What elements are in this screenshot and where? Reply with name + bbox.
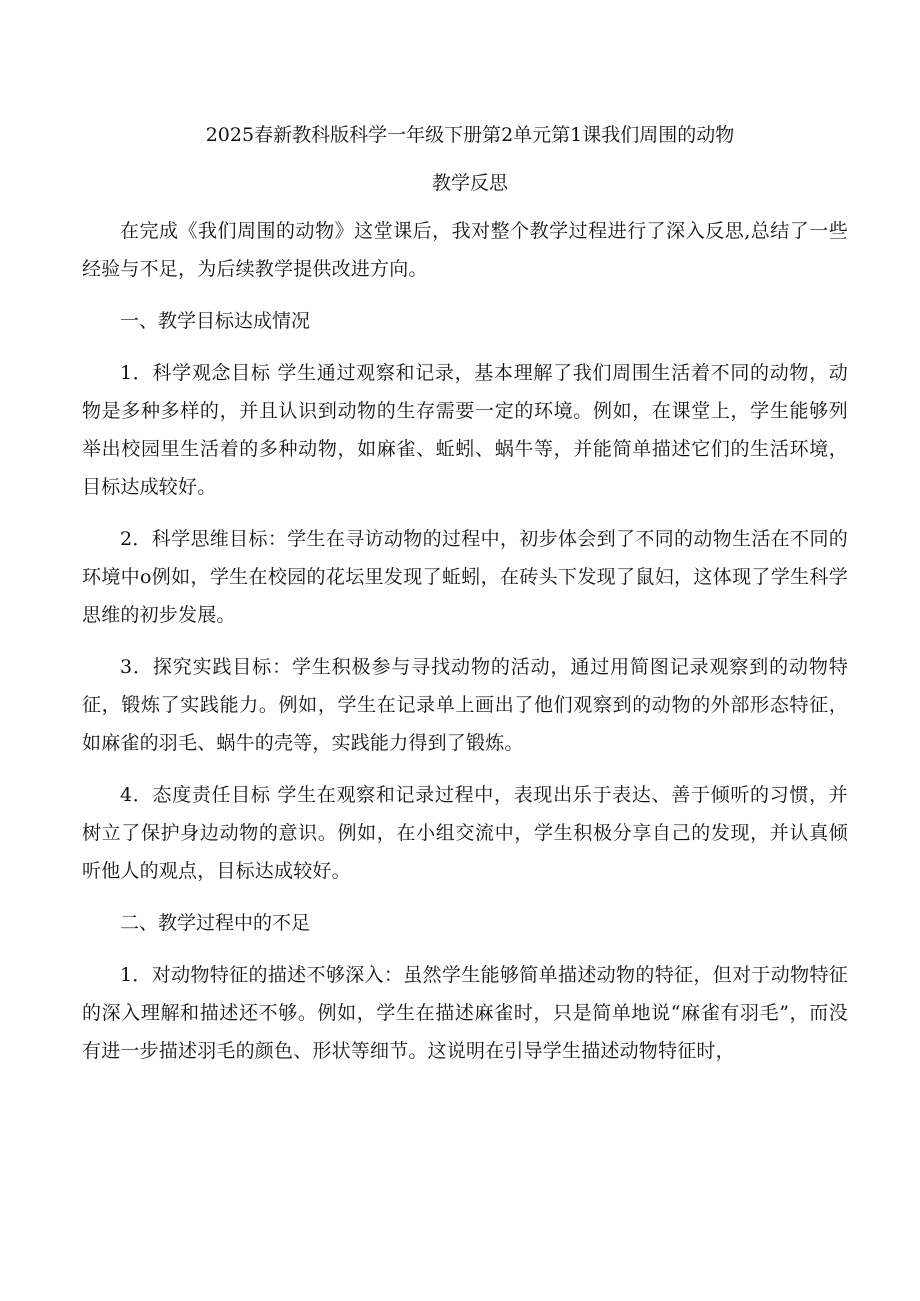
section-heading-goals: 一、教学目标达成情况 xyxy=(120,310,311,332)
goal-paragraph-3: 3．探究实践目标：学生积极参与寻找动物的活动，通过用简图记录观察到的动物特征，锻炼了实践能力。例如，学生在记录单上画出了他们观察到的动物的外部形态特征，如麻雀的羽毛、蜗牛的壳等，实践能力得到了锻炼。 xyxy=(82,656,848,754)
document-title: 2025春新教科版科学一年级下册第2单元第1课我们周围的动物 xyxy=(205,124,735,146)
goal-paragraph-1: 1．科学观念目标 学生通过观察和记录，基本理解了我们周围生活着不同的动物，动物是多种多样的，并且认识到动物的生存需要一定的环境。例如，在课堂上，学生能够列举出校园里生活着的多种动物，如麻雀、蚯蚓、蜗牛等，并能简单描述它们的生活环境，目标达成较好。 xyxy=(82,362,848,498)
document-page xyxy=(82,120,848,1084)
goal-paragraph-2: 2．科学思维目标：学生在寻访动物的过程中，初步体会到了不同的动物生活在不同的环境中o例如，学生在校园的花坛里发现了蚯蚓，在砖头下发现了鼠妇，这体现了学生科学思维的初步发展。 xyxy=(82,528,848,626)
intro-paragraph: 在完成《我们周围的动物》这堂课后，我对整个教学过程进行了深入反思,总结了一些经验与不足，为后续教学提供改进方向。 xyxy=(82,220,848,280)
shortcoming-paragraph-1: 1．对动物特征的描述不够深入：虽然学生能够简单描述动物的特征，但对于动物特征的深入理解和描述还不够。例如，学生在描述麻雀时，只是简单地说“麻雀有羽毛”，而没有进一步描述羽毛的颜色、形状等细节。这说明在引导学生描述动物特征时， xyxy=(82,964,848,1062)
goal-paragraph-4: 4．态度责任目标 学生在观察和记录过程中，表现出乐于表达、善于倾听的习惯，并树立了保护身边动物的意识。例如，在小组交流中，学生积极分享自己的发现，并认真倾听他人的观点，目标达成较好。 xyxy=(82,784,848,882)
section-heading-shortcomings: 二、教学过程中的不足 xyxy=(120,912,311,934)
document-subtitle: 教学反思 xyxy=(431,172,508,194)
